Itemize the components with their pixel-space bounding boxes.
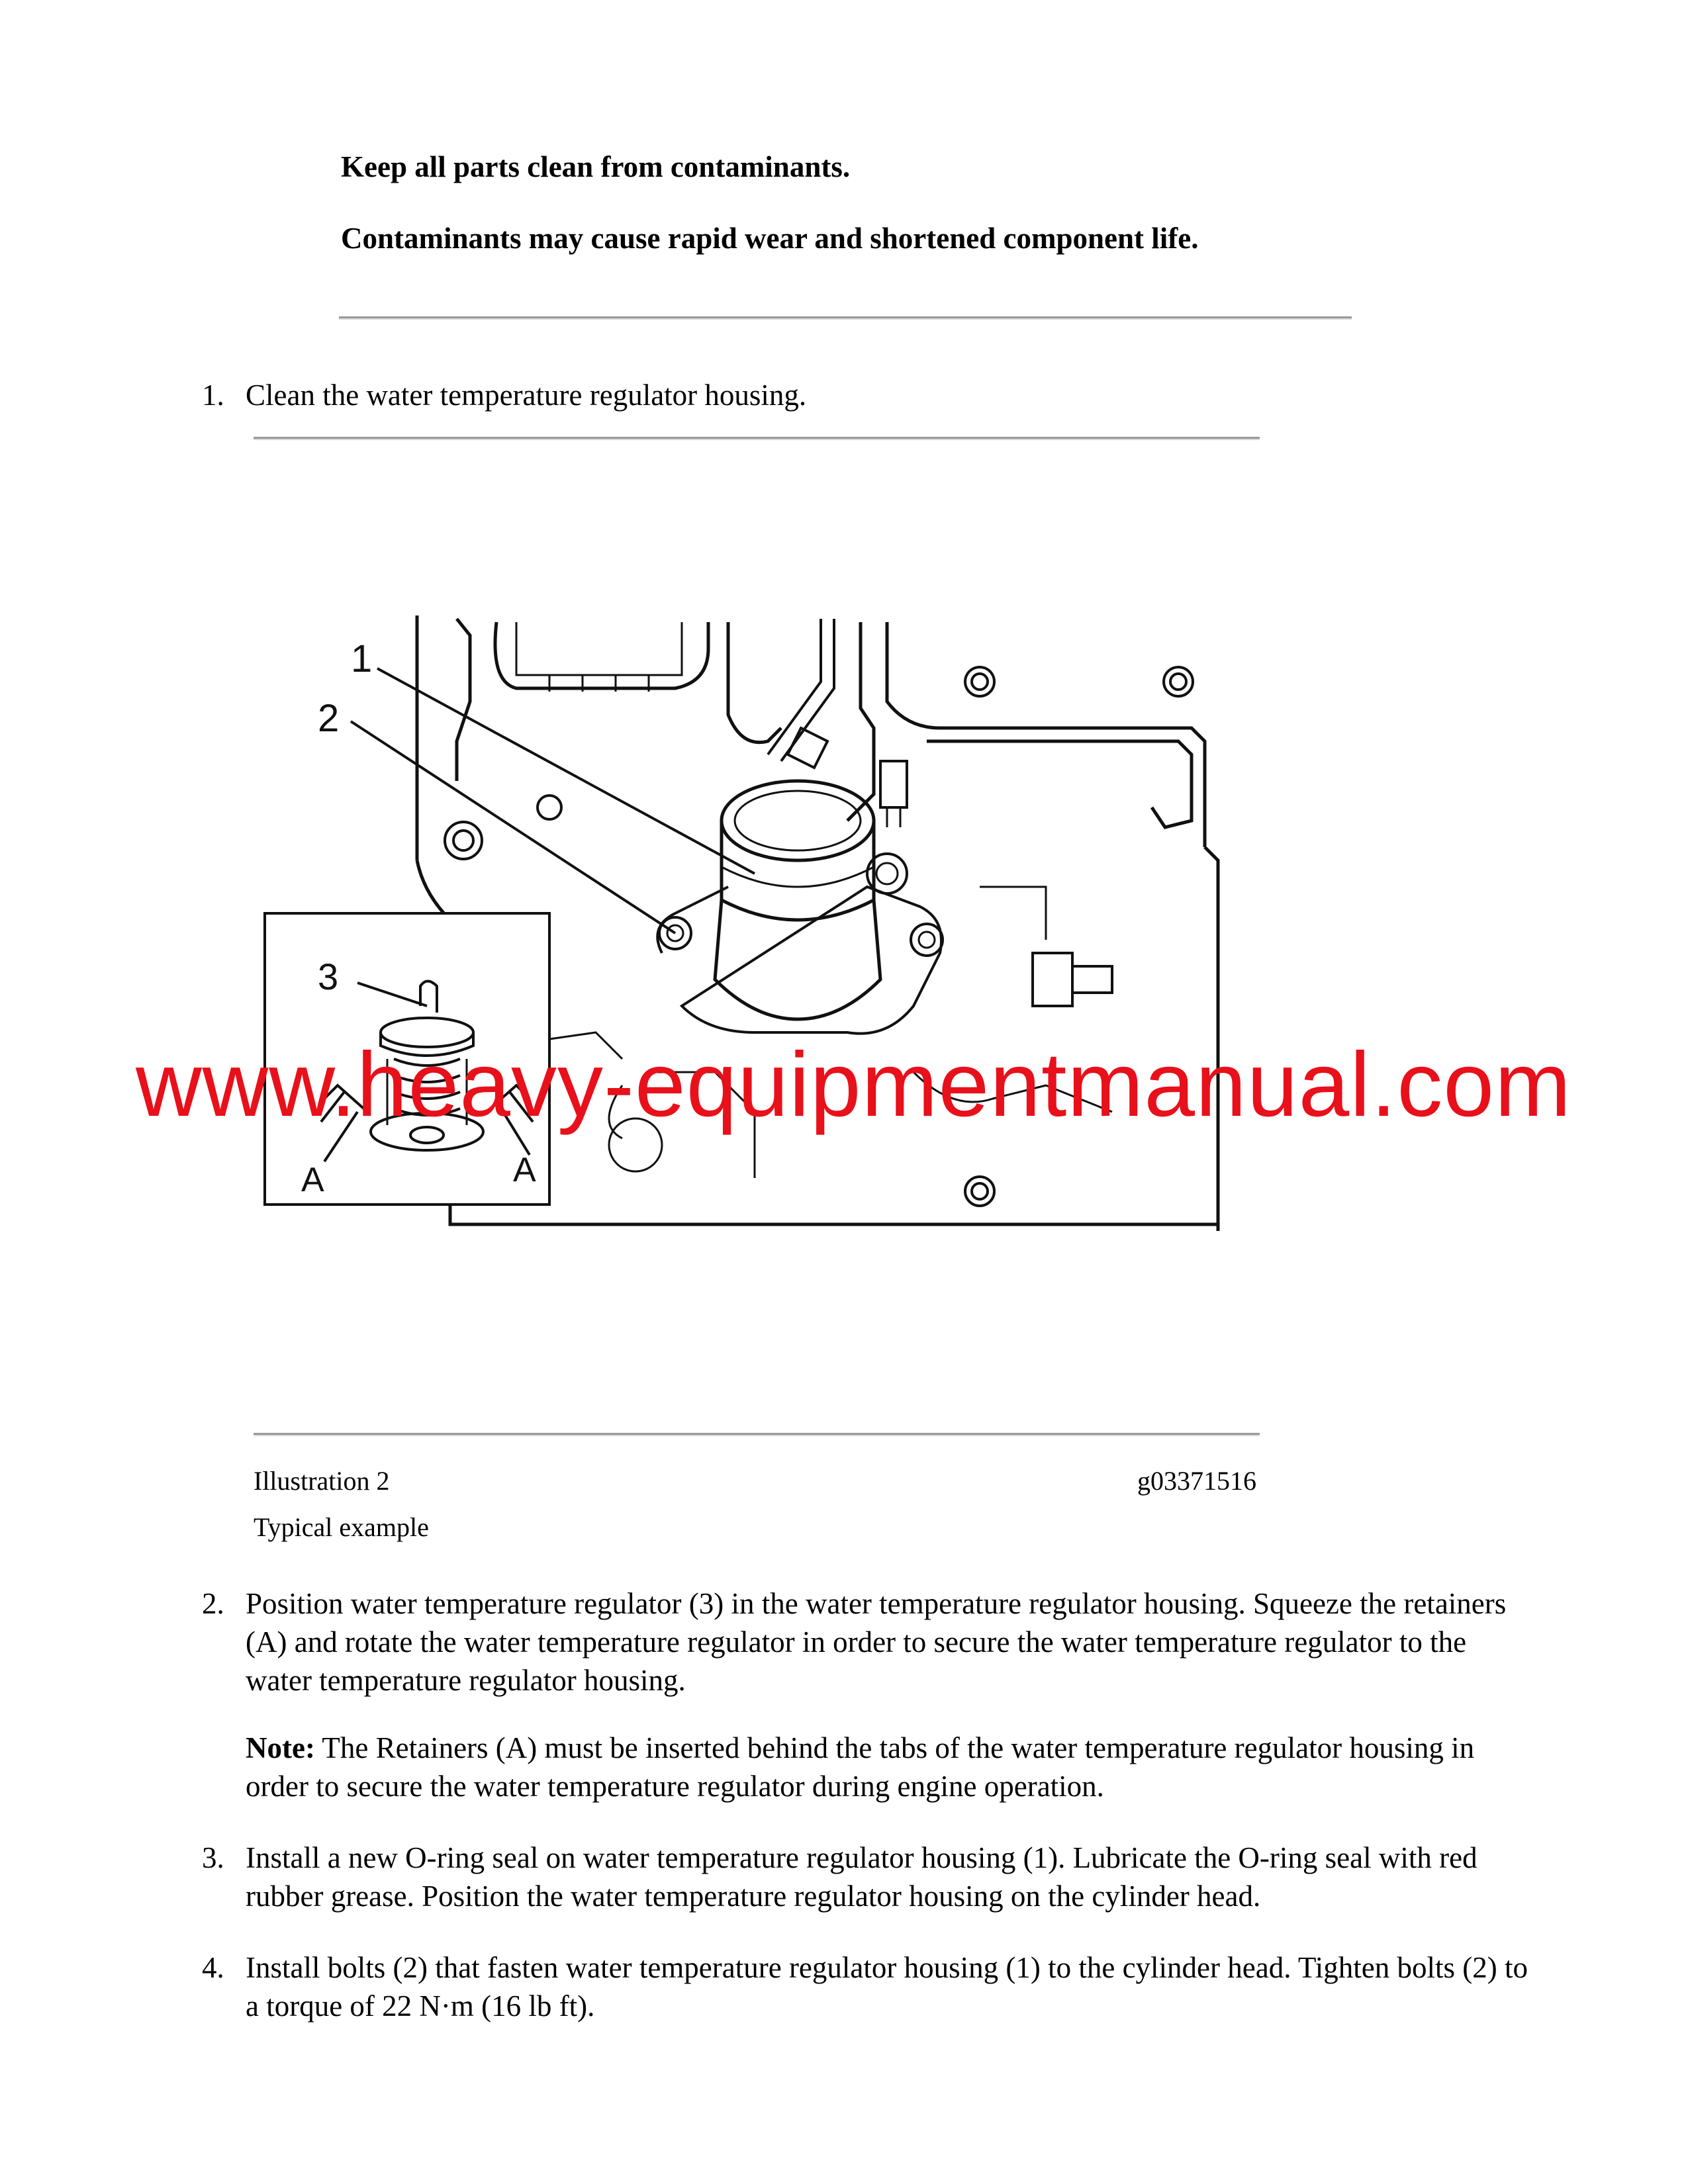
callout-3: 3 — [318, 956, 339, 997]
step-2-number: 2. — [202, 1587, 224, 1620]
illustration-top-divider — [254, 437, 1260, 440]
callout-A-right: A — [513, 1151, 536, 1189]
step-4 — [202, 1948, 1539, 2025]
step-1-text: Clean the water temperature regulator housing. — [246, 379, 807, 412]
notice-line-2: Contaminants may cause rapid wear and shortened component life. — [341, 222, 1199, 255]
illustration-code: g03371516 — [1137, 1466, 1256, 1496]
step-2-text: Position water temperature regulator (3) in the water temperature regulator housing. Squeeze the retainers (A) and rotate the water temperature regulator in order to secure the water temperature regulator to the water temperature regulator housing. — [246, 1587, 1507, 1697]
notice-divider — [339, 316, 1352, 320]
step-4-number: 4. — [202, 1951, 224, 1984]
step-4-text: Install bolts (2) that fasten water temperature regulator housing (1) to the cylinder head. Tighten bolts (2) to a torque of 22 N·m (16 lb ft). — [246, 1951, 1528, 2023]
callout-1: 1 — [351, 637, 373, 680]
notice-line-1: Keep all parts clean from contaminants. — [341, 150, 851, 183]
illustration-bottom-divider — [254, 1433, 1260, 1436]
watermark: www.heavy-equipmentmanual.com — [136, 1034, 1572, 1136]
step-3-text: Install a new O-ring seal on water temperature regulator housing (1). Lubricate the O-ring seal with red rubber grease. Position the water temperature regulator housing on the cylinder head. — [246, 1841, 1477, 1913]
engine-illustration — [252, 609, 1231, 1244]
callout-A-left: A — [301, 1161, 324, 1199]
illustration-subcaption: Typical example — [254, 1512, 429, 1542]
callout-2: 2 — [318, 697, 340, 740]
note-block — [202, 1729, 1539, 1805]
note-label: Note: — [246, 1731, 315, 1764]
illustration-caption: Illustration 2 — [254, 1466, 390, 1496]
step-1 — [202, 376, 1539, 414]
step-1-number: 1. — [202, 379, 224, 412]
step-3 — [202, 1839, 1539, 1915]
step-3-number: 3. — [202, 1841, 224, 1874]
note-text: The Retainers (A) must be inserted behind the tabs of the water temperature regulator housing in order to secure the water temperature regulator during engine operation. — [246, 1731, 1475, 1803]
step-2 — [202, 1584, 1539, 1700]
